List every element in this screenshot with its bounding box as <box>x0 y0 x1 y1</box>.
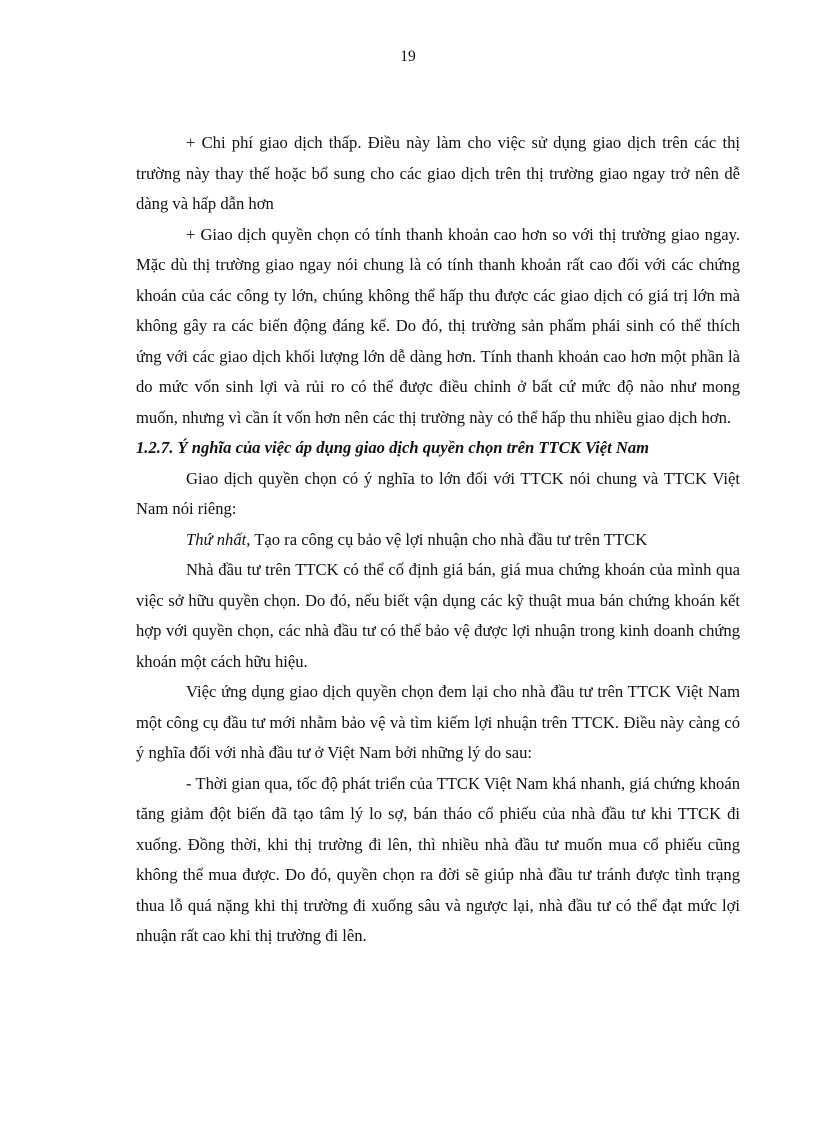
paragraph-significance-intro: Giao dịch quyền chọn có ý nghĩa to lớn đối với TTCK nói chung và TTCK Việt Nam nói riêng: <box>136 468 740 518</box>
paragraph-low-transaction-cost: + Chi phí giao dịch thấp. Điều này làm cho việc sử dụng giao dịch trên các thị trường này thay thế hoặc bổ sung cho các giao dịch trên thị trường giao ngay trở nên dễ dàng và hấp dẫn hơn <box>136 133 740 213</box>
document-body <box>136 128 740 952</box>
paragraph-first-point <box>136 525 740 556</box>
paragraph-liquidity: + Giao dịch quyền chọn có tính thanh khoản cao hơn so với thị trường giao ngay. Mặc dù thị trường giao ngay nói chung là có tính thanh khoản rất cao đối với các chứng khoán của các công ty lớn, chúng không thể hấp thu được các giao dịch có giá trị lớn mà không gây ra các biến động đáng kể. Do đó, thị trường sản phẩm phái sinh có thể thích ứng với các giao dịch khối lượng lớn dễ dàng hơn. Tính thanh khoản cao hơn một phần là do mức vốn sinh lợi và rủi ro có thể được điều chỉnh ở bất cứ mức độ nào như mong muốn, nhưng vì cần ít vốn hơn nên các thị trường này có thể hấp thu nhiều giao dịch hơn. <box>136 224 740 427</box>
first-point-text: Tạo ra công cụ bảo vệ lợi nhuận cho nhà đầu tư trên TTCK <box>250 529 648 549</box>
first-point-label: Thứ nhất, <box>186 529 251 549</box>
paragraph-fix-price: Nhà đầu tư trên TTCK có thể cố định giá bán, giá mua chứng khoán của mình qua việc sở hữu quyền chọn. Do đó, nếu biết vận dụng các kỹ thuật mua bán chứng khoán kết hợp với quyền chọn, các nhà đầu tư có thể bảo vệ được lợi nhuận trong kinh doanh chứng khoán một cách hữu hiệu. <box>136 560 740 671</box>
paragraph-application: Việc ứng dụng giao dịch quyền chọn đem lại cho nhà đầu tư trên TTCK Việt Nam một công cụ đầu tư mới nhằm bảo vệ và tìm kiếm lợi nhuận trên TTCK. Điều này càng có ý nghĩa đối với nhà đầu tư ở Việt Nam bởi những lý do sau: <box>136 682 740 762</box>
page-number: 19 <box>400 48 416 65</box>
paragraph-reasons: - Thời gian qua, tốc độ phát triển của TTCK Việt Nam khá nhanh, giá chứng khoán tăng giảm đột biến đã tạo tâm lý lo sợ, bán tháo cổ phiếu của nhà đầu tư khi TTCK đi xuống. Đồng thời, khi thị trường đi lên, thì nhiều nhà đầu tư muốn mua cổ phiếu cũng không thể mua được. Do đó, quyền chọn ra đời sẽ giúp nhà đầu tư tránh được tình trạng thua lỗ quá nặng khi thị trường đi xuống sâu và ngược lại, nhà đầu tư có thể đạt mức lợi nhuận rất cao khi thị trường đi lên. <box>136 773 740 945</box>
section-heading-1-2-7: 1.2.7. Ý nghĩa của việc áp dụng giao dịch quyền chọn trên TTCK Việt Nam <box>136 438 650 457</box>
